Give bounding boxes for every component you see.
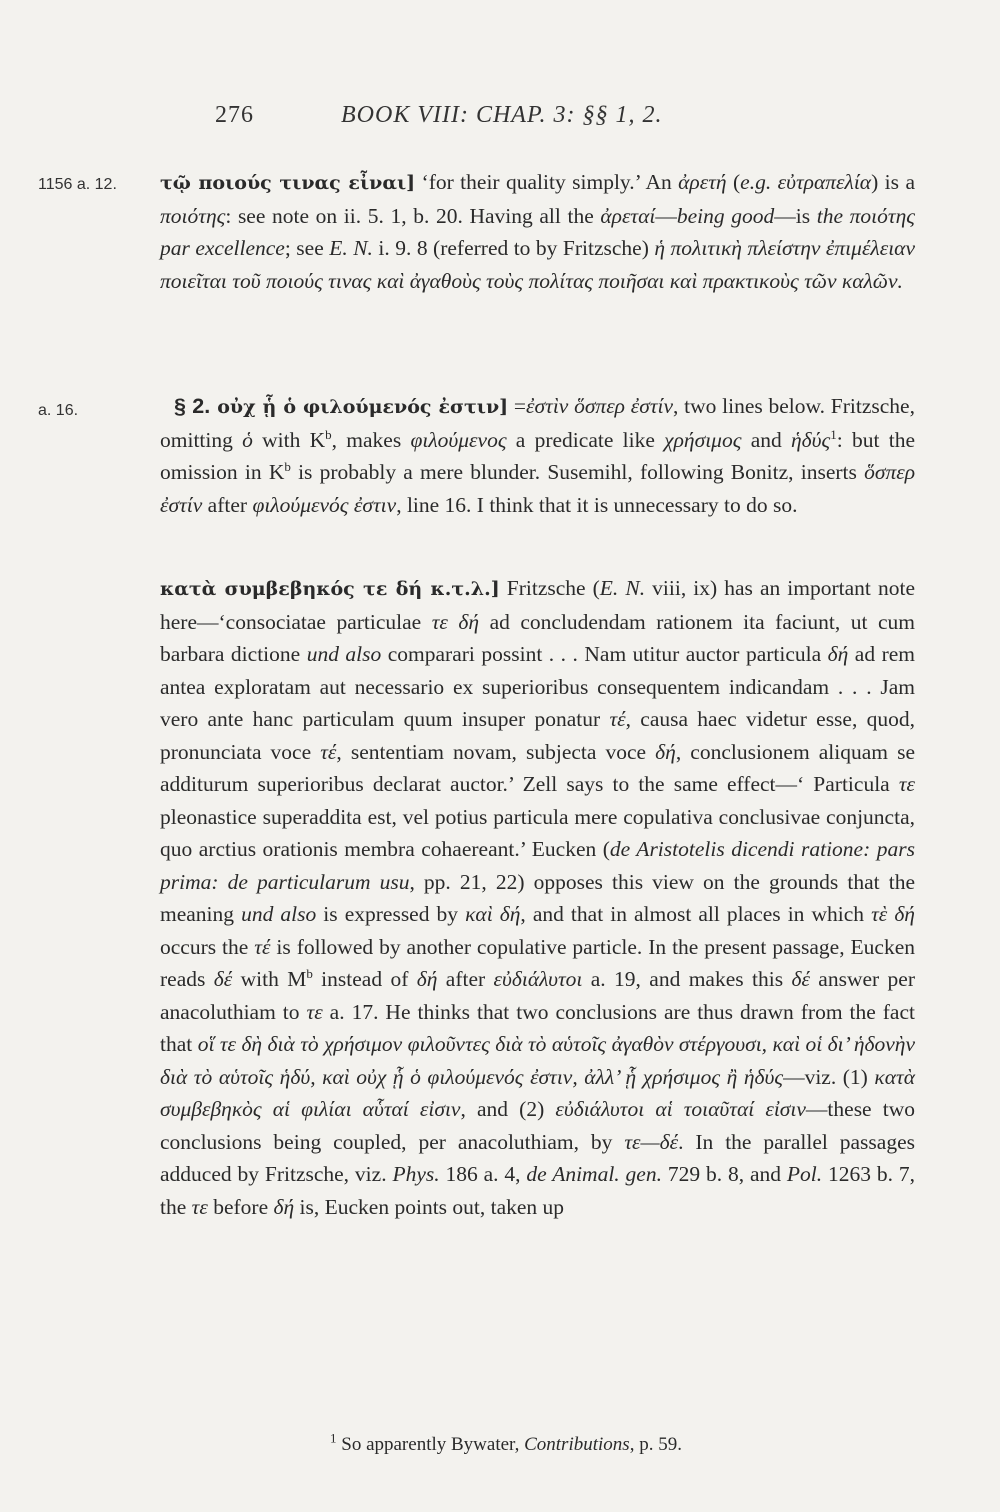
lemma: τῷ ποιούς τινας εἶναι]: [160, 172, 416, 194]
note-paragraph-3: κατὰ συμβεβηκός τε δή κ.τ.λ.] Fritzsche (E. N. viii, ix) has an important note here—‘consociatae particulae τε δή ad concludendam rationem ita faciunt, ut cum barbara dictione und also comparari possint . . . Nam utitur auctor particula δή ad rem antea exploratam aut necessario ex superioribus consequentem indicandam . . . Jam vero ante hanc particulam quum insuper ponatur τέ, causa haec videtur esse, quod, pronunciata voce τέ, sententiam novam, subjecta voce δή, conclusionem aliquam se additurum superioribus declarat auctor.’ Zell says to the same effect—‘ Particula τε pleonastice superaddita est, vel potius particula mere copulativa conclusivae conjuncta, quo arctius orationis membra cohaereant.’ Eucken (de Aristotelis dicendi ratione: pars prima: de particularum usu, pp. 21, 22) opposes this view on the grounds that the meaning und also is expressed by καὶ δή, and that in almost all places in which τὲ δή occurs the τέ is followed by another copulative particle. In the present passage, Eucken reads δέ with $M^b$ instead of δή after εὐδιάλυτοι a. 19, and makes this δέ answer per anacoluthiam to τε a. 17. He thinks that two conclusions are thus drawn from the fact that οἵ τε δὴ διὰ τὸ χρήσιμον φιλοῦντες διὰ τὸ αὑτοῖς ἀγαθὸν στέργουσι, καὶ οἱ δι’ ἡδονὴν διὰ τὸ αὑτοῖς ἡδύ, καὶ οὐχ ᾗ ὁ φιλούμενός ἐστιν, ἀλλ’ ᾗ χρήσιμος ἢ ἡδύς—viz. (1) κατὰ συμβεβηκὸς αἱ φιλίαι αὗταί εἰσιν, and (2) εὐδιάλυτοι αἱ τοιαῦταί εἰσιν—these two conclusions being coupled, per anacoluthiam, by τε—δέ. In the parallel passages adduced by Fritzsche, viz. Phys. 186 a. 4, de Animal. gen. 729 b. 8, and Pol. 1263 b. 7, the τε before δή is, Eucken points out, taken up: [160, 576, 916, 1219]
footnote: $^1$ So apparently Bywater, Contributions, p. 59.: [330, 1430, 682, 1455]
note-paragraph-1: τῷ ποιούς τινας εἶναι] ‘for their quality simply.’ An ἀρετή (e.g. εὐτραπελία) is a ποιότης: see note on ii. 5. 1, b. 20. Having all the ἀρεταί—being good—is the ποιότης par excellence; see E. N. i. 9. 8 (referred to by Fritzsche) ἡ πολιτικὴ πλείστην ἐπιμέλειαν ποιεῖται τοῦ ποιούς τινας καὶ ἀγαθοὺς τοὺς πολίτας ποιῆσαι καὶ πρακτικοὺς τῶν καλῶν.: [160, 170, 915, 293]
note-paragraph-2: § 2. οὐχ ᾗ ὁ φιλούμενός ἐστιν] =ἐστὶν ὅσπερ ἐστίν, two lines below. Fritzsche, omitting ὁ with $K^b$, makes φιλούμενος a predicate like χρήσιμος and ἡδύς$^1$: but the omission in $K^b$ is probably a mere blunder. Susemihl, following Bonitz, inserts ὅσπερ ἐστίν after φιλούμενός ἐστιν, line 16. I think that it is unnecessary to do so.: [160, 394, 916, 517]
page-number: 276: [215, 102, 254, 128]
margin-reference-1: 1156 a. 12.: [38, 176, 117, 193]
footnote-number: 1: [330, 1430, 337, 1446]
lemma: οὐχ ᾗ ὁ φιλούμενός ἐστιν]: [210, 396, 509, 418]
margin-reference-2: a. 16.: [38, 402, 79, 419]
lemma: κατὰ συμβεβηκός τε δή κ.τ.λ.]: [160, 578, 500, 600]
running-title: BOOK VIII: CHAP. 3: §§ 1, 2.: [341, 102, 663, 128]
footnote-marker: 1: [830, 426, 837, 442]
section-mark: § 2.: [174, 394, 211, 418]
running-header: [215, 102, 663, 129]
